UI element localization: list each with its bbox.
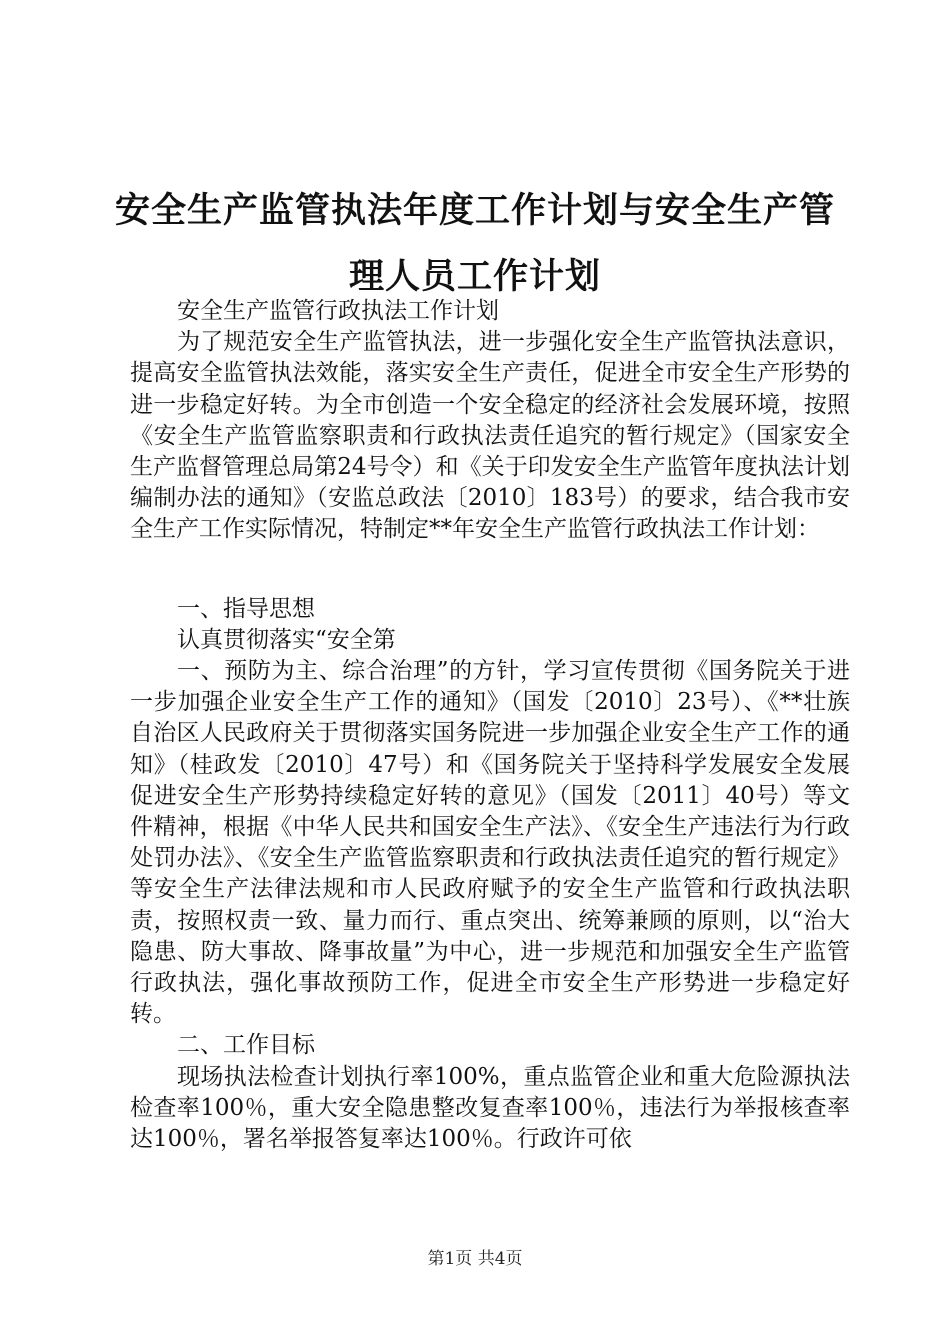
- guiding-ideology-paragraph: 一、预防为主、综合治理”的方针，学习宣传贯彻《国务院关于进一步加强企业安全生产工作的通知》（国发〔2010〕23号）、《**壮族自治区人民政府关于贯彻落实国务院进一步加强企业安全生产工作的通知》（桂政发〔2010〕47号）和《国务院关于坚持科学发展安全发展促进安全生产形势持续稳定好转的意见》（国发〔2011〕40号）等文件精神，根据《中华人民共和国安全生产法》、《安全生产违法行为行政处罚办法》、《安全生产监管监察职责和行政执法责任追究的暂行规定》等安全生产法律法规和市人民政府赋予的安全生产监管和行政执法职责，按照权责一致、量力而行、重点突出、统筹兼顾的原则，以“治大隐患、防大事故、降事故量”为中心，进一步规范和加强安全生产监管行政执法，强化事故预防工作，促进全市安全生产形势进一步稳定好转。: [130, 658, 850, 1028]
- work-goals-paragraph: 现场执法检查计划执行率100%，重点监管企业和重大危险源执法检查率100％，重大安全隐患整改复查率100％，违法行为举报核查率达100％，署名举报答复率达100％。行政许可依: [130, 1063, 850, 1153]
- plan-subtitle: 安全生产监管行政执法工作计划: [177, 298, 499, 324]
- document-title: [110, 178, 840, 310]
- section-heading-work-goals: 二、工作目标: [177, 1032, 315, 1059]
- title-line-1: 安全生产监管执法年度工作计划与安全生产管: [114, 191, 835, 231]
- section-heading-guiding-ideology: 一、指导思想: [177, 595, 315, 622]
- document-body: [130, 296, 850, 1155]
- page-footer: 第1页 共4页: [427, 1249, 523, 1269]
- guiding-ideology-lead: 认真贯彻落实“安全第: [177, 626, 396, 653]
- title-line-2: 理人员工作计划: [348, 257, 601, 297]
- intro-paragraph: 为了规范安全生产监管执法，进一步强化安全生产监管执法意识，提高安全监管执法效能，落实安全生产责任，促进全市安全生产形势的进一步稳定好转。为全市创造一个安全稳定的经济社会发展环境，按照《安全生产监管监察职责和行政执法责任追究的暂行规定》（国家安全生产监督管理总局第24号令）和《关于印发安全生产监管年度执法计划编制办法的通知》（安监总政法〔2010〕183号）的要求，结合我市安全生产工作实际情况，特制定**年安全生产监管行政执法工作计划：: [130, 329, 850, 543]
- paragraph-gap: [130, 546, 850, 594]
